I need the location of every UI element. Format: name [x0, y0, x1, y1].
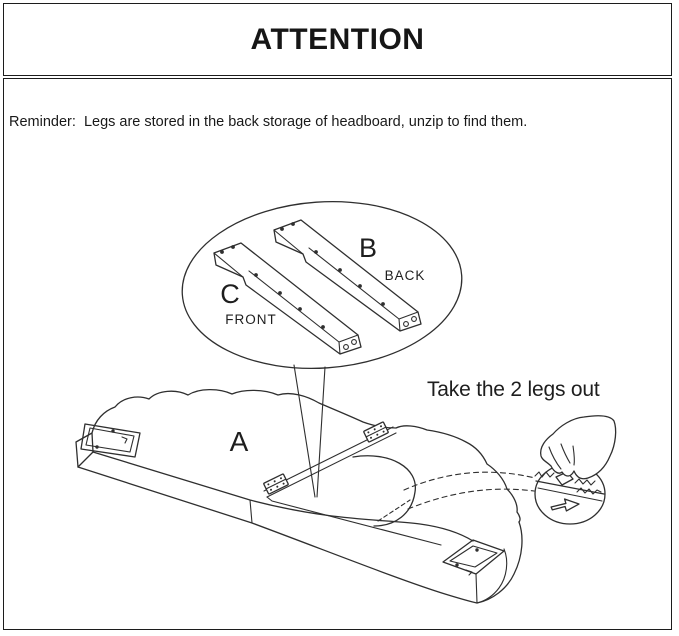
motion-dashed-arcs — [404, 472, 535, 509]
instruction-take-legs-out: Take the 2 legs out — [427, 378, 600, 401]
reminder-text: Reminder: Legs are stored in the back storage of headboard, unzip to find them. — [9, 114, 528, 130]
hinge-icon — [263, 474, 288, 494]
zipper-seam-dashed — [378, 500, 410, 521]
fold-seam — [250, 500, 252, 523]
leg-mount-left — [81, 424, 140, 457]
leg-mount-right — [443, 540, 504, 575]
label-front: FRONT — [225, 312, 277, 327]
pointer-lines — [294, 365, 325, 497]
label-part-a: A — [229, 426, 249, 457]
headboard — [76, 390, 522, 603]
page-title: ATTENTION — [250, 22, 425, 56]
label-back: BACK — [384, 268, 426, 283]
storage-pocket-curve — [353, 456, 415, 526]
cloud-top-edge — [92, 390, 520, 522]
label-part-b: B — [358, 233, 378, 263]
label-part-c: C — [220, 279, 240, 309]
